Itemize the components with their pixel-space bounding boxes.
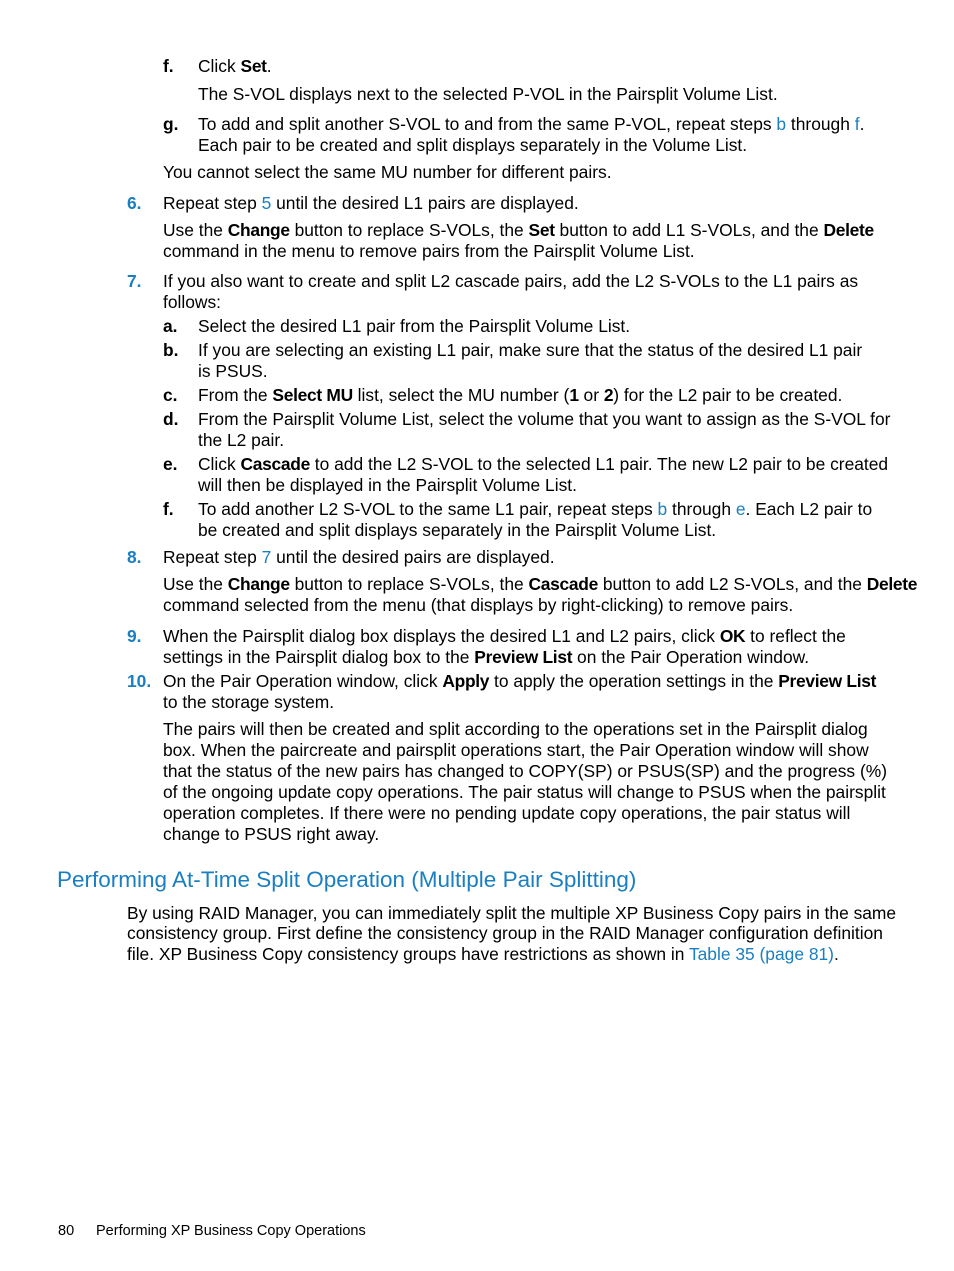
text: Use the <box>163 574 228 594</box>
substep-7d-line2: the L2 pair. <box>198 430 285 450</box>
text: to reflect the <box>745 626 846 646</box>
substep-marker: f. <box>163 499 174 519</box>
bold-term: Set <box>528 220 555 240</box>
substep-f-result: The S-VOL displays next to the selected P-VOL in the Pairsplit Volume List. <box>198 84 778 104</box>
step-9-line1 <box>163 626 846 647</box>
step-8-para-line1 <box>163 574 917 595</box>
text: or <box>578 385 604 405</box>
text: list, select the MU number ( <box>352 385 570 405</box>
step-10-para-line: that the status of the new pairs has changed to COPY(SP) or PSUS(SP) and the progress (%) <box>163 761 887 781</box>
step-9-line2 <box>163 647 809 668</box>
link-step-b[interactable]: b <box>776 114 787 134</box>
step-10-para-line: operation completes. If there were no pending update copy operations, the pair status will <box>163 803 851 823</box>
substep-7d-line1: From the Pairsplit Volume List, select the volume that you want to assign as the S-VOL for <box>198 409 891 429</box>
substep-7c-text <box>198 385 842 406</box>
text: Use the <box>163 220 228 240</box>
section-para-line1: By using RAID Manager, you can immediately split the multiple XP Business Copy pairs in the same <box>127 903 897 923</box>
text: button to replace S-VOLs, the <box>289 220 529 240</box>
link-step-f[interactable]: f <box>854 114 860 134</box>
substep-g-line2: Each pair to be created and split displays separately in the Volume List. <box>198 135 748 155</box>
text: ) for the L2 pair to be created. <box>613 385 843 405</box>
step-6-para-line1 <box>163 220 874 241</box>
substep-7b-line2: is PSUS. <box>198 361 268 381</box>
text: . <box>266 56 272 76</box>
note-mu: You cannot select the same MU number for different pairs. <box>163 162 612 182</box>
text: When the Pairsplit dialog box displays the desired L1 and L2 pairs, click <box>163 626 720 646</box>
step-6-para-line2: command in the menu to remove pairs from the Pairsplit Volume List. <box>163 241 695 261</box>
step-8-text <box>163 547 555 568</box>
substep-marker: f. <box>163 56 174 76</box>
section-para-line3 <box>127 944 839 965</box>
text: . Each L2 pair to <box>745 499 873 519</box>
bold-term: Select MU <box>272 385 353 405</box>
section-para-line2: consistency group. First define the consistency group in the RAID Manager configuration definition <box>127 923 883 943</box>
step-7-line1: If you also want to create and split L2 cascade pairs, add the L2 S-VOLs to the L1 pairs as <box>163 271 859 291</box>
text: Repeat step <box>163 547 262 567</box>
bold-term: Preview List <box>778 671 877 691</box>
substep-7f-line1 <box>198 499 872 520</box>
substep-marker: d. <box>163 409 179 429</box>
link-step-7[interactable]: 7 <box>261 547 272 567</box>
step-number-10: 10. <box>127 671 152 691</box>
page-number: 80 <box>58 1223 75 1239</box>
step-10-line1 <box>163 671 876 692</box>
step-6-text <box>163 193 579 214</box>
bold-term: Cascade <box>240 454 310 474</box>
text: file. XP Business Copy consistency groups have restrictions as shown in <box>127 944 689 964</box>
bold-term: Cascade <box>528 574 598 594</box>
bold-term: Apply <box>442 671 490 691</box>
text: Click <box>198 56 241 76</box>
substep-7f-line2: be created and split displays separately in the Pairsplit Volume List. <box>198 520 717 540</box>
substep-7a-text: Select the desired L1 pair from the Pairsplit Volume List. <box>198 316 631 336</box>
substep-marker: g. <box>163 114 179 134</box>
substep-marker: e. <box>163 454 178 474</box>
step-number-7: 7. <box>127 271 142 291</box>
text: To add another L2 S-VOL to the same L1 pair, repeat steps <box>198 499 658 519</box>
link-step-e[interactable]: e <box>735 499 746 519</box>
link-step-b[interactable]: b <box>657 499 668 519</box>
text: through <box>786 114 855 134</box>
text: To add and split another S-VOL to and from the same P-VOL, repeat steps <box>198 114 777 134</box>
bold-term: Change <box>227 574 290 594</box>
bold-term: OK <box>719 626 746 646</box>
text: . <box>859 114 865 134</box>
bold-term: Change <box>227 220 290 240</box>
substep-g-line1 <box>198 114 864 135</box>
bold-term: Preview List <box>474 647 573 667</box>
link-table-35[interactable]: Table 35 (page 81) <box>688 944 834 964</box>
text: . <box>833 944 839 964</box>
substep-marker: b. <box>163 340 179 360</box>
step-8-para-line2: command selected from the menu (that displays by right-clicking) to remove pairs. <box>163 595 794 615</box>
text: through <box>667 499 736 519</box>
text: On the Pair Operation window, click <box>163 671 443 691</box>
step-10-line2: to the storage system. <box>163 692 335 712</box>
step-7-line2: follows: <box>163 292 221 312</box>
substep-7e-line1 <box>198 454 888 475</box>
step-number-6: 6. <box>127 193 142 213</box>
step-10-para-line: box. When the paircreate and pairsplit operations start, the Pair Operation window will show <box>163 740 869 760</box>
bold-term: 2 <box>603 385 614 405</box>
step-number-8: 8. <box>127 547 142 567</box>
text: Click <box>198 454 241 474</box>
text: until the desired L1 pairs are displayed. <box>271 193 579 213</box>
bold-term: Delete <box>823 220 874 240</box>
text: button to add L1 S-VOLs, and the <box>554 220 824 240</box>
text: to apply the operation settings in the <box>489 671 779 691</box>
text: From the <box>198 385 273 405</box>
substep-marker: c. <box>163 385 178 405</box>
text: to add the L2 S-VOL to the selected L1 pair. The new L2 pair to be created <box>309 454 889 474</box>
text: Repeat step <box>163 193 262 213</box>
text: on the Pair Operation window. <box>572 647 810 667</box>
substep-7e-line2: will then be displayed in the Pairsplit Volume List. <box>198 475 577 495</box>
step-10-para-line: change to PSUS right away. <box>163 824 380 844</box>
link-step-5[interactable]: 5 <box>261 193 272 213</box>
step-10-para-line: of the ongoing update copy operations. The pair status will change to PSUS when the pairsplit <box>163 782 886 802</box>
substep-marker: a. <box>163 316 178 336</box>
bold-term: 1 <box>569 385 579 405</box>
text: button to add L2 S-VOLs, and the <box>597 574 867 594</box>
section-heading: Performing At-Time Split Operation (Multiple Pair Splitting) <box>57 867 637 892</box>
text: until the desired pairs are displayed. <box>271 547 555 567</box>
footer-title: Performing XP Business Copy Operations <box>96 1223 366 1239</box>
step-10-para-line: The pairs will then be created and split according to the operations set in the Pairsplit dialog <box>163 719 868 739</box>
bold-term: Delete <box>866 574 918 594</box>
substep-7b-line1: If you are selecting an existing L1 pair, make sure that the status of the desired L1 pair <box>198 340 863 360</box>
bold-term: Set <box>240 56 267 76</box>
step-number-9: 9. <box>127 626 142 646</box>
text: settings in the Pairsplit dialog box to the <box>163 647 475 667</box>
substep-f-text <box>198 56 272 77</box>
text: button to replace S-VOLs, the <box>289 574 529 594</box>
